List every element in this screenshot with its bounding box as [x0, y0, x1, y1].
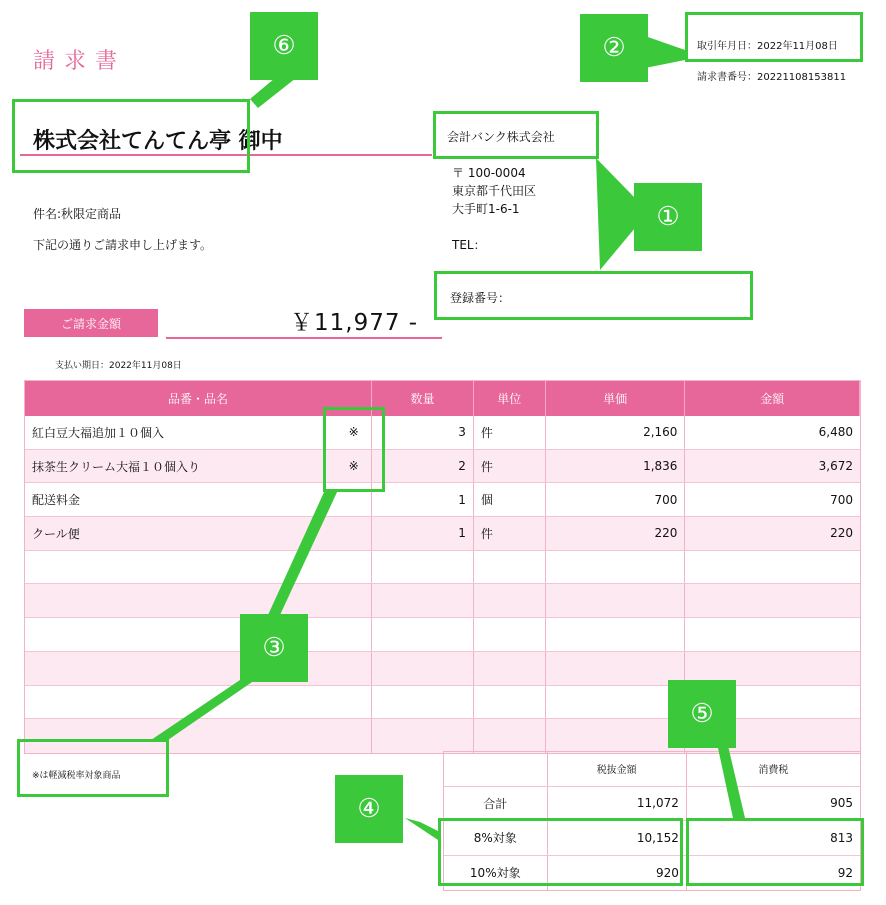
connector-6 — [250, 78, 296, 108]
connector-4 — [405, 818, 440, 840]
callout-2: ② — [580, 14, 648, 82]
registration-number: 登録番号： — [450, 291, 511, 305]
unit-price-cell: 2,160 — [546, 416, 686, 449]
connector-3b — [148, 680, 255, 742]
connector-3a — [268, 490, 338, 615]
message-line: 下記の通りご請求申し上げます。 — [33, 238, 213, 252]
connector-1 — [596, 158, 635, 270]
summary-net: 920 — [548, 856, 687, 891]
highlight-date — [685, 12, 863, 62]
reduced-mark-cell: ※ — [336, 450, 372, 483]
callout-6: ⑥ — [250, 12, 318, 80]
summary-net: 11,072 — [548, 787, 687, 821]
amount-cell: 220 — [830, 526, 853, 541]
amount-label: ご請求金額 — [24, 309, 158, 337]
highlight-reduced-note — [17, 739, 169, 797]
subject-line: 件名:秋限定商品 — [33, 207, 122, 221]
highlight-reduced-mark — [323, 407, 385, 492]
unit-cell: 件 — [474, 517, 546, 550]
quantity-cell: 1 — [372, 517, 474, 550]
issuer-address-line2: 大手町1-6-1 — [452, 202, 520, 216]
amount-value: ￥11,977 - — [290, 310, 419, 336]
header-quantity: 数量 — [372, 381, 474, 416]
invoice-number: 請求書番号：20221108153811 — [697, 72, 847, 83]
transaction-date: 取引年月日：2022年11月08日 — [697, 41, 838, 52]
summary-header-tax: 消費税 — [758, 765, 789, 777]
reduced-tax-note: ※は軽減税率対象商品 — [32, 771, 121, 781]
item-name-cell: 配送料金 — [32, 493, 81, 508]
amount-cell: 700 — [830, 492, 853, 507]
issuer-postal: 〒 100-0004 — [452, 166, 526, 180]
summary-label: 合計 — [444, 787, 548, 821]
highlight-rate-net — [438, 818, 683, 886]
issuer-address-line1: 東京都千代田区 — [452, 184, 537, 198]
summary-tax: 813 — [830, 830, 853, 845]
document-title: 請求書 — [33, 49, 127, 74]
due-date: 支払い期日：2022年11月08日 — [55, 361, 182, 371]
header-item-name: 品番・品名 — [25, 381, 372, 416]
highlight-registration — [434, 271, 753, 320]
header-amount: 金額 — [685, 381, 860, 416]
highlight-issuer-name — [433, 111, 599, 159]
client-name: 株式会社てんてん亭 御中 — [33, 129, 283, 154]
unit-cell: 個 — [474, 483, 546, 516]
amount-cell: 6,480 — [818, 425, 853, 440]
connector-2 — [645, 36, 685, 68]
issuer-tel: TEL： — [452, 238, 486, 252]
summary-tax: 92 — [837, 865, 853, 880]
amount-cell: 3,672 — [818, 459, 853, 474]
summary-net: 10,152 — [548, 821, 687, 855]
quantity-cell: 3 — [372, 416, 474, 449]
summary-label: 10%対象 — [444, 856, 548, 891]
unit-price-cell: 700 — [546, 483, 686, 516]
quantity-cell: 1 — [372, 483, 474, 516]
header-unit-price: 単価 — [546, 381, 686, 416]
quantity-cell: 2 — [372, 450, 474, 483]
issuer-name: 会計バンク株式会社 — [447, 130, 555, 144]
unit-cell: 件 — [474, 450, 546, 483]
callout-4: ④ — [335, 775, 403, 843]
item-name-cell: クール便 — [32, 526, 80, 541]
unit-price-cell: 1,836 — [546, 450, 686, 483]
highlight-client-name — [12, 99, 250, 173]
summary-label: 8%対象 — [444, 821, 548, 855]
highlight-rate-tax — [686, 818, 864, 886]
callout-5: ⑤ — [668, 680, 736, 748]
reduced-mark-cell: ※ — [336, 416, 372, 449]
item-name-cell: 抹茶生クリーム大福１０個入り — [32, 459, 201, 474]
summary-tax: 905 — [830, 796, 853, 811]
summary-header-net: 税抜金額 — [548, 752, 687, 786]
callout-3: ③ — [240, 614, 308, 682]
unit-price-cell: 220 — [546, 517, 686, 550]
header-unit: 単位 — [474, 381, 546, 416]
unit-cell: 件 — [474, 416, 546, 449]
item-name-cell: 紅白豆大福追加１０個入 — [32, 425, 165, 440]
callout-1: ① — [634, 183, 702, 251]
